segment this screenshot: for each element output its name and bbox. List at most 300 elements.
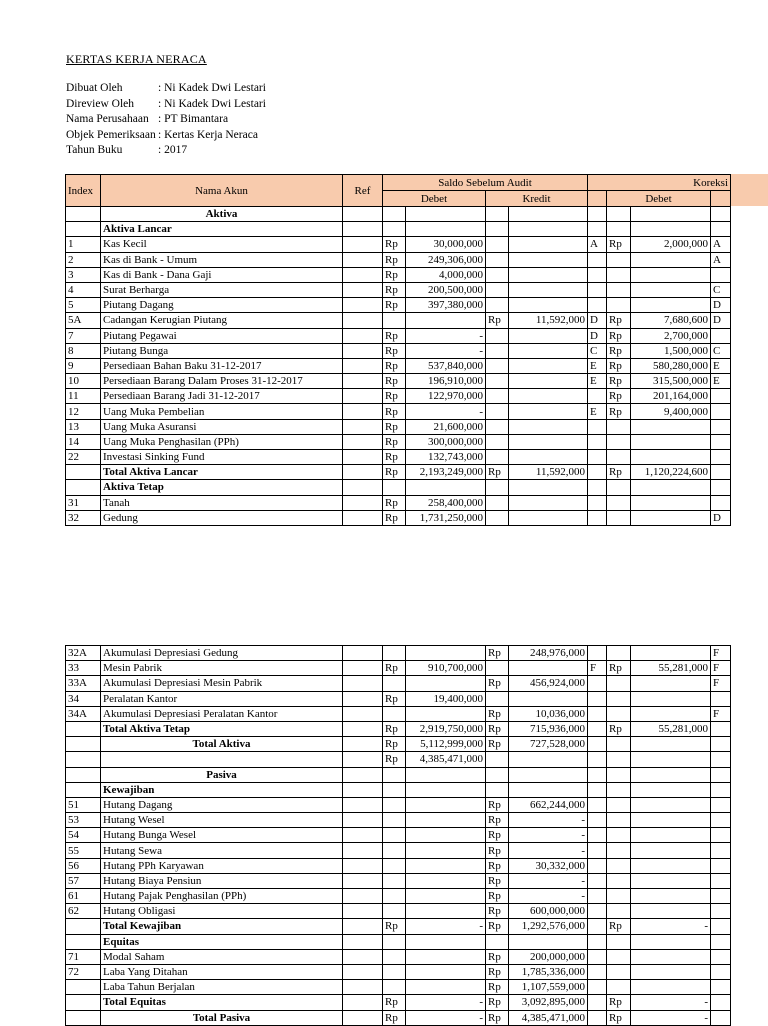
table-row <box>66 450 731 465</box>
cell-koreksi-amount <box>631 222 711 237</box>
cell-koreksi-amount <box>631 964 711 979</box>
cell-koreksi-code: E <box>588 404 607 419</box>
cell-account-name: Piutang Pegawai <box>101 328 343 343</box>
cell-kredit-currency <box>486 419 509 434</box>
cell-koreksi-currency <box>607 737 631 752</box>
cell-kredit-amount <box>509 207 588 222</box>
cell-kredit-amount: 1,785,336,000 <box>509 964 588 979</box>
cell-index: 14 <box>66 434 101 449</box>
cell-koreksi-amount: 55,281,000 <box>631 661 711 676</box>
cell-kredit-currency: Rp <box>486 964 509 979</box>
cell-koreksi-amount <box>631 676 711 691</box>
cell-koreksi-code <box>588 813 607 828</box>
cell-koreksi-code <box>588 721 607 736</box>
cell-koreksi-amount: - <box>631 1010 711 1025</box>
cell-koreksi-code-2: A <box>711 252 731 267</box>
cell-koreksi-code-2: E <box>711 374 731 389</box>
cell-koreksi-code <box>588 737 607 752</box>
cell-koreksi-code <box>588 797 607 812</box>
cell-koreksi-currency <box>607 949 631 964</box>
cell-koreksi-currency <box>607 222 631 237</box>
cell-account-name: Hutang Dagang <box>101 797 343 812</box>
cell-koreksi-code-2 <box>711 721 731 736</box>
cell-kredit-currency <box>486 661 509 676</box>
cell-koreksi-code-2: F <box>711 676 731 691</box>
cell-index: 8 <box>66 343 101 358</box>
cell-koreksi-code <box>588 858 607 873</box>
cell-index <box>66 737 101 752</box>
cell-koreksi-code <box>588 646 607 661</box>
worksheet-table-top <box>65 174 731 526</box>
cell-debet-currency <box>383 949 406 964</box>
cell-index <box>66 934 101 949</box>
table-row <box>66 964 731 979</box>
cell-account-name: Tanah <box>101 495 343 510</box>
cell-kredit-amount: 456,924,000 <box>509 676 588 691</box>
cell-koreksi-code-2: D <box>711 313 731 328</box>
cell-ref <box>343 434 383 449</box>
cell-debet-currency: Rp <box>383 661 406 676</box>
cell-debet-amount: 196,910,000 <box>406 374 486 389</box>
cell-index: 11 <box>66 389 101 404</box>
cell-koreksi-code-2 <box>711 980 731 995</box>
cell-kredit-amount <box>509 374 588 389</box>
cell-koreksi-amount <box>631 737 711 752</box>
cell-index: 33 <box>66 661 101 676</box>
cell-kredit-amount <box>509 691 588 706</box>
cell-debet-amount <box>406 313 486 328</box>
cell-koreksi-code-2: C <box>711 282 731 297</box>
cell-index <box>66 782 101 797</box>
cell-koreksi-amount <box>631 980 711 995</box>
cell-koreksi-currency <box>607 252 631 267</box>
cell-debet-amount: 300,000,000 <box>406 434 486 449</box>
cell-koreksi-currency <box>607 964 631 979</box>
cell-debet-amount: 19,400,000 <box>406 691 486 706</box>
cell-koreksi-code <box>588 919 607 934</box>
cell-koreksi-currency <box>607 752 631 767</box>
cell-kredit-amount: 715,936,000 <box>509 721 588 736</box>
cell-index: 1 <box>66 237 101 252</box>
cell-koreksi-code <box>588 843 607 858</box>
cell-account-name: Pasiva <box>101 767 343 782</box>
cell-kredit-amount <box>509 282 588 297</box>
cell-debet-amount: 21,600,000 <box>406 419 486 434</box>
cell-debet-currency <box>383 676 406 691</box>
cell-kredit-currency <box>486 495 509 510</box>
cell-koreksi-code <box>588 222 607 237</box>
cell-kredit-amount: - <box>509 813 588 828</box>
cell-koreksi-code <box>588 980 607 995</box>
table-row <box>66 934 731 949</box>
cell-kredit-amount: 30,332,000 <box>509 858 588 873</box>
cell-koreksi-code-2 <box>711 404 731 419</box>
cell-debet-amount: 397,380,000 <box>406 298 486 313</box>
cell-debet-currency: Rp <box>383 419 406 434</box>
cell-kredit-currency <box>486 691 509 706</box>
cell-koreksi-currency <box>607 782 631 797</box>
cell-index: 4 <box>66 282 101 297</box>
cell-debet-amount <box>406 706 486 721</box>
cell-ref <box>343 964 383 979</box>
cell-index: 12 <box>66 404 101 419</box>
cell-debet-currency <box>383 782 406 797</box>
cell-ref <box>343 480 383 495</box>
cell-debet-currency: Rp <box>383 465 406 480</box>
table-row <box>66 207 731 222</box>
cell-koreksi-amount: 1,500,000 <box>631 343 711 358</box>
cell-koreksi-currency <box>607 813 631 828</box>
cell-koreksi-amount <box>631 813 711 828</box>
cell-index: 54 <box>66 828 101 843</box>
cell-debet-amount: 4,385,471,000 <box>406 752 486 767</box>
cell-account-name: Investasi Sinking Fund <box>101 450 343 465</box>
cell-kredit-currency <box>486 450 509 465</box>
cell-koreksi-currency <box>607 419 631 434</box>
cell-koreksi-currency <box>607 676 631 691</box>
cell-koreksi-code-2 <box>711 782 731 797</box>
cell-debet-currency <box>383 480 406 495</box>
cell-ref <box>343 298 383 313</box>
cell-kredit-amount: 11,592,000 <box>509 465 588 480</box>
cell-account-name: Kas di Bank - Umum <box>101 252 343 267</box>
cell-koreksi-code-2 <box>711 904 731 919</box>
cell-koreksi-code-2 <box>711 207 731 222</box>
cell-koreksi-amount: 201,164,000 <box>631 389 711 404</box>
cell-index <box>66 480 101 495</box>
table-row <box>66 222 731 237</box>
cell-debet-currency: Rp <box>383 267 406 282</box>
cell-koreksi-amount <box>631 949 711 964</box>
cell-koreksi-amount <box>631 797 711 812</box>
cell-kredit-amount: - <box>509 873 588 888</box>
cell-debet-currency <box>383 313 406 328</box>
cell-account-name: Persediaan Barang Jadi 31-12-2017 <box>101 389 343 404</box>
cell-debet-currency <box>383 889 406 904</box>
cell-kredit-currency <box>486 782 509 797</box>
cell-index: 72 <box>66 964 101 979</box>
cell-ref <box>343 858 383 873</box>
cell-debet-amount: 4,000,000 <box>406 267 486 282</box>
cell-koreksi-code <box>588 450 607 465</box>
cell-kredit-currency <box>486 298 509 313</box>
cell-koreksi-code-2 <box>711 222 731 237</box>
table-row <box>66 1010 731 1025</box>
cell-koreksi-amount <box>631 752 711 767</box>
cell-koreksi-code-2: F <box>711 661 731 676</box>
cell-kredit-amount <box>509 404 588 419</box>
cell-koreksi-code-2 <box>711 434 731 449</box>
cell-account-name: Hutang PPh Karyawan <box>101 858 343 873</box>
cell-ref <box>343 873 383 888</box>
table-row <box>66 889 731 904</box>
cell-debet-currency <box>383 222 406 237</box>
cell-kredit-amount <box>509 495 588 510</box>
table-row <box>66 691 731 706</box>
cell-debet-currency <box>383 646 406 661</box>
cell-account-name: Laba Yang Ditahan <box>101 964 343 979</box>
cell-kredit-amount: 727,528,000 <box>509 737 588 752</box>
cell-koreksi-currency <box>607 934 631 949</box>
cell-index: 51 <box>66 797 101 812</box>
cell-koreksi-amount <box>631 282 711 297</box>
cell-koreksi-amount <box>631 434 711 449</box>
table-row <box>66 389 731 404</box>
cell-index: 7 <box>66 328 101 343</box>
cell-kredit-currency: Rp <box>486 828 509 843</box>
cell-index <box>66 207 101 222</box>
cell-kredit-amount: 662,244,000 <box>509 797 588 812</box>
cell-debet-currency <box>383 858 406 873</box>
cell-debet-currency: Rp <box>383 282 406 297</box>
cell-koreksi-code-2: D <box>711 298 731 313</box>
cell-debet-amount <box>406 828 486 843</box>
cell-koreksi-code <box>588 752 607 767</box>
cell-koreksi-code: D <box>588 328 607 343</box>
cell-koreksi-currency <box>607 495 631 510</box>
table-row <box>66 843 731 858</box>
table-row <box>66 328 731 343</box>
cell-koreksi-code <box>588 1010 607 1025</box>
meta-label: Nama Perusahaan <box>66 113 149 125</box>
cell-koreksi-code: E <box>588 374 607 389</box>
cell-debet-amount <box>406 797 486 812</box>
cell-account-name: Akumulasi Depresiasi Mesin Pabrik <box>101 676 343 691</box>
cell-koreksi-amount: 1,120,224,600 <box>631 465 711 480</box>
cell-index: 56 <box>66 858 101 873</box>
cell-ref <box>343 919 383 934</box>
cell-debet-amount: 2,919,750,000 <box>406 721 486 736</box>
cell-ref <box>343 450 383 465</box>
cell-account-name: Total Kewajiban <box>101 919 343 934</box>
table-row <box>66 752 731 767</box>
cell-koreksi-code <box>588 964 607 979</box>
cell-koreksi-code <box>588 298 607 313</box>
cell-koreksi-currency <box>607 828 631 843</box>
meta-row-reviewed-by <box>66 97 266 113</box>
cell-koreksi-code <box>588 465 607 480</box>
cell-index <box>66 980 101 995</box>
table-row <box>66 298 731 313</box>
cell-ref <box>343 706 383 721</box>
table-row <box>66 646 731 661</box>
cell-koreksi-code-2 <box>711 480 731 495</box>
cell-koreksi-code-2 <box>711 752 731 767</box>
cell-kredit-currency <box>486 358 509 373</box>
cell-ref <box>343 404 383 419</box>
cell-koreksi-currency: Rp <box>607 343 631 358</box>
cell-index: 57 <box>66 873 101 888</box>
cell-koreksi-amount: 7,680,600 <box>631 313 711 328</box>
table-row <box>66 676 731 691</box>
cell-debet-amount <box>406 480 486 495</box>
cell-koreksi-code <box>588 995 607 1010</box>
cell-ref <box>343 237 383 252</box>
cell-account-name: Surat Berharga <box>101 282 343 297</box>
cell-debet-currency: Rp <box>383 434 406 449</box>
cell-debet-amount <box>406 767 486 782</box>
cell-ref <box>343 282 383 297</box>
cell-koreksi-code-2 <box>711 934 731 949</box>
cell-index: 3 <box>66 267 101 282</box>
cell-kredit-currency <box>486 434 509 449</box>
cell-koreksi-amount <box>631 252 711 267</box>
cell-koreksi-code <box>588 676 607 691</box>
cell-koreksi-currency <box>607 797 631 812</box>
cell-koreksi-amount <box>631 843 711 858</box>
cell-kredit-amount: 4,385,471,000 <box>509 1010 588 1025</box>
cell-debet-amount <box>406 873 486 888</box>
cell-koreksi-code-2: C <box>711 343 731 358</box>
cell-ref <box>343 980 383 995</box>
cell-koreksi-currency <box>607 450 631 465</box>
cell-koreksi-currency <box>607 207 631 222</box>
meta-row-fiscal-year <box>66 143 266 159</box>
cell-kredit-amount <box>509 389 588 404</box>
cell-kredit-currency <box>486 404 509 419</box>
cell-koreksi-amount <box>631 691 711 706</box>
cell-kredit-amount <box>509 752 588 767</box>
cell-koreksi-code <box>588 510 607 525</box>
cell-koreksi-amount <box>631 934 711 949</box>
cell-koreksi-amount <box>631 782 711 797</box>
cell-kredit-amount <box>509 782 588 797</box>
cell-koreksi-code <box>588 934 607 949</box>
cell-kredit-amount <box>509 222 588 237</box>
cell-koreksi-code <box>588 873 607 888</box>
cell-ref <box>343 934 383 949</box>
cell-koreksi-code <box>588 706 607 721</box>
cell-kredit-currency: Rp <box>486 949 509 964</box>
cell-kredit-currency: Rp <box>486 465 509 480</box>
cell-debet-currency: Rp <box>383 404 406 419</box>
cell-ref <box>343 343 383 358</box>
cell-debet-amount: 258,400,000 <box>406 495 486 510</box>
cell-account-name: Cadangan Kerugian Piutang <box>101 313 343 328</box>
cell-debet-currency: Rp <box>383 298 406 313</box>
header-kredit: Kredit <box>486 191 588 207</box>
cell-koreksi-amount <box>631 873 711 888</box>
cell-koreksi-code-2 <box>711 465 731 480</box>
worksheet-table-bottom <box>65 645 731 1026</box>
cell-kredit-amount: - <box>509 843 588 858</box>
cell-koreksi-currency <box>607 706 631 721</box>
cell-account-name: Hutang Sewa <box>101 843 343 858</box>
cell-debet-amount <box>406 676 486 691</box>
cell-ref <box>343 495 383 510</box>
cell-index: 33A <box>66 676 101 691</box>
cell-debet-currency: Rp <box>383 495 406 510</box>
cell-ref <box>343 737 383 752</box>
header-index: Index <box>66 175 101 207</box>
cell-koreksi-code-2 <box>711 919 731 934</box>
cell-kredit-currency <box>486 934 509 949</box>
cell-kredit-currency <box>486 343 509 358</box>
cell-index <box>66 995 101 1010</box>
cell-debet-currency: Rp <box>383 343 406 358</box>
cell-koreksi-currency <box>607 767 631 782</box>
cell-debet-amount: - <box>406 328 486 343</box>
cell-koreksi-amount: - <box>631 995 711 1010</box>
cell-kredit-currency: Rp <box>486 646 509 661</box>
cell-koreksi-currency <box>607 691 631 706</box>
cell-kredit-currency: Rp <box>486 980 509 995</box>
cell-kredit-amount: 3,092,895,000 <box>509 995 588 1010</box>
cell-index <box>66 752 101 767</box>
cell-account-name: Akumulasi Depresiasi Peralatan Kantor <box>101 706 343 721</box>
cell-koreksi-code-2 <box>711 450 731 465</box>
cell-kredit-currency: Rp <box>486 904 509 919</box>
cell-debet-currency: Rp <box>383 995 406 1010</box>
cell-koreksi-code <box>588 282 607 297</box>
cell-kredit-currency: Rp <box>486 676 509 691</box>
cell-debet-currency <box>383 207 406 222</box>
cell-kredit-currency <box>486 237 509 252</box>
cell-koreksi-code-2 <box>711 889 731 904</box>
cell-debet-currency: Rp <box>383 919 406 934</box>
cell-ref <box>343 889 383 904</box>
cell-kredit-amount <box>509 661 588 676</box>
cell-kredit-amount <box>509 419 588 434</box>
cell-index: 53 <box>66 813 101 828</box>
cell-debet-currency: Rp <box>383 450 406 465</box>
cell-debet-amount <box>406 222 486 237</box>
meta-label: Direview Oleh <box>66 97 135 110</box>
cell-kredit-amount: 1,292,576,000 <box>509 919 588 934</box>
cell-kredit-amount <box>509 237 588 252</box>
cell-koreksi-code <box>588 267 607 282</box>
cell-koreksi-code <box>588 480 607 495</box>
cell-kredit-amount: 248,976,000 <box>509 646 588 661</box>
cell-ref <box>343 222 383 237</box>
cell-account-name: Total Aktiva Lancar <box>101 465 343 480</box>
table-row <box>66 904 731 919</box>
cell-kredit-amount <box>509 343 588 358</box>
table-row <box>66 919 731 934</box>
cell-koreksi-code-2 <box>711 328 731 343</box>
cell-ref <box>343 328 383 343</box>
cell-koreksi-code-2 <box>711 873 731 888</box>
cell-koreksi-code <box>588 889 607 904</box>
cell-index <box>66 465 101 480</box>
cell-koreksi-code <box>588 828 607 843</box>
table-row <box>66 767 731 782</box>
table-row <box>66 434 731 449</box>
cell-kredit-currency: Rp <box>486 1010 509 1025</box>
cell-koreksi-currency <box>607 298 631 313</box>
cell-debet-amount: 910,700,000 <box>406 661 486 676</box>
cell-kredit-amount: 11,592,000 <box>509 313 588 328</box>
cell-index: 32A <box>66 646 101 661</box>
cell-debet-currency <box>383 964 406 979</box>
cell-koreksi-code <box>588 904 607 919</box>
header-koreksi-debet: Debet <box>607 191 711 207</box>
cell-account-name: Total Aktiva <box>101 737 343 752</box>
cell-debet-currency <box>383 934 406 949</box>
cell-koreksi-currency: Rp <box>607 358 631 373</box>
cell-koreksi-code-2 <box>711 419 731 434</box>
cell-debet-currency <box>383 843 406 858</box>
cell-kredit-currency <box>486 222 509 237</box>
cell-account-name: Hutang Obligasi <box>101 904 343 919</box>
cell-kredit-amount <box>509 450 588 465</box>
cell-index: 5A <box>66 313 101 328</box>
cell-account-name: Aktiva Tetap <box>101 480 343 495</box>
cell-debet-amount: - <box>406 995 486 1010</box>
cell-account-name: Persediaan Bahan Baku 31-12-2017 <box>101 358 343 373</box>
cell-debet-amount <box>406 904 486 919</box>
cell-ref <box>343 252 383 267</box>
